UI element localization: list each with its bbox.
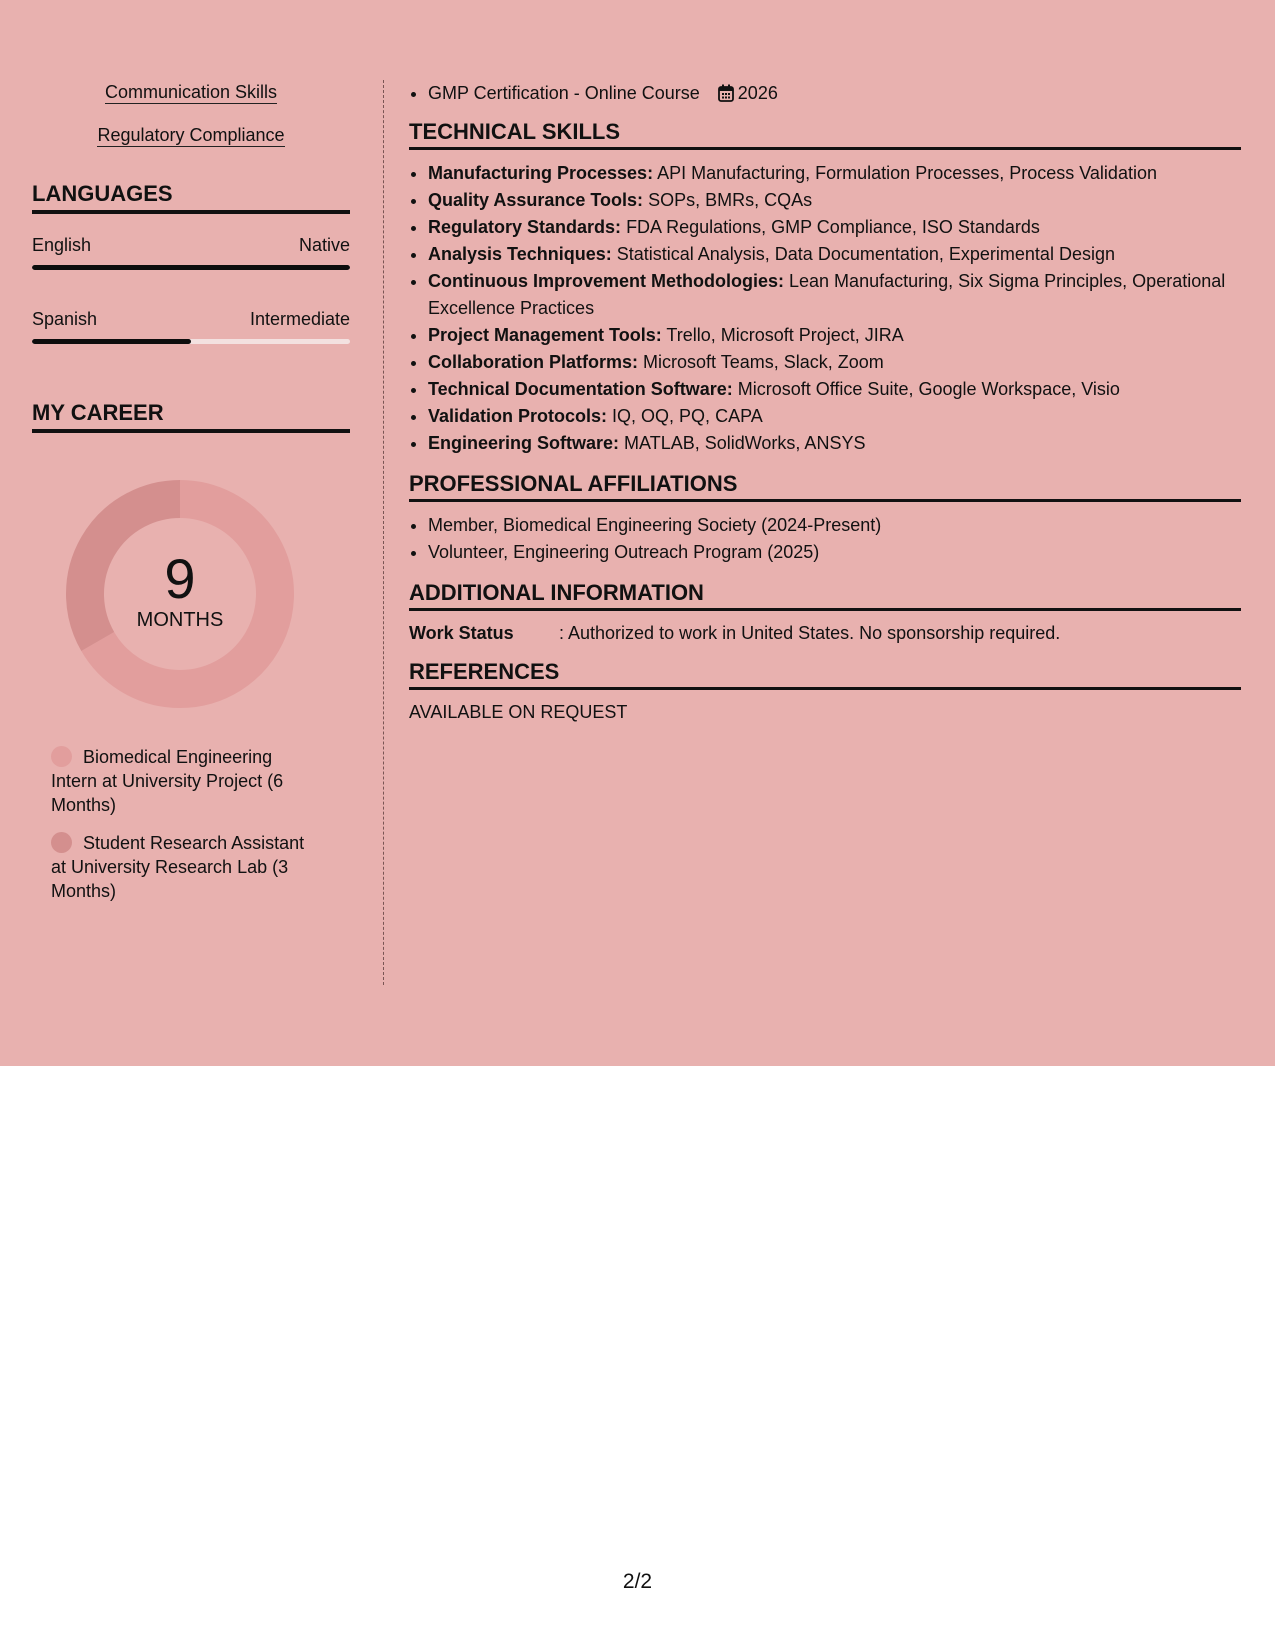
technical-skills-heading: TECHNICAL SKILLS xyxy=(409,119,1241,150)
certification-item xyxy=(428,80,1241,107)
skill-item xyxy=(32,123,350,147)
list-item xyxy=(428,241,1241,268)
skill-label: Regulatory Compliance xyxy=(97,125,285,145)
sidebar xyxy=(32,80,350,917)
career-total-value: 9 xyxy=(164,547,196,610)
additional-info-section xyxy=(409,580,1241,645)
skill-category: Continuous Improvement Methodologies: xyxy=(428,271,784,291)
list-item xyxy=(428,160,1241,187)
skill-item xyxy=(32,80,350,104)
references-section xyxy=(409,659,1241,724)
career-total xyxy=(65,547,295,632)
language-level: Intermediate xyxy=(249,309,350,329)
career-legend-label: Student Research Assistant at University Research Lab (3 Months) xyxy=(51,833,305,901)
skill-values: Microsoft Teams, Slack, Zoom xyxy=(643,352,884,372)
career-heading: MY CAREER xyxy=(32,400,350,433)
skill-label: Communication Skills xyxy=(104,82,278,102)
career-legend-item xyxy=(51,831,321,903)
work-status-row xyxy=(409,621,1241,645)
calendar-icon xyxy=(718,84,734,102)
skill-values: Lean Manufacturing, Six Sigma Principles, Operational Excellence Practices xyxy=(428,271,1226,318)
affiliations-heading: PROFESSIONAL AFFILIATIONS xyxy=(409,471,1241,502)
career-total-unit: MONTHS xyxy=(136,609,224,631)
language-spanish xyxy=(32,308,350,344)
list-item xyxy=(428,322,1241,349)
skill-values: SOPs, BMRs, CQAs xyxy=(648,190,813,210)
skill-category: Validation Protocols: xyxy=(428,406,608,426)
skill-category: Collaboration Platforms: xyxy=(428,352,639,372)
language-proficiency-fill xyxy=(32,265,350,270)
career-legend-label: Biomedical Engineering Intern at University Project (6 Months) xyxy=(51,747,284,815)
list-item xyxy=(428,376,1241,403)
list-item xyxy=(428,268,1241,322)
skill-values: FDA Regulations, GMP Compliance, ISO Standards xyxy=(626,217,1040,237)
skill-category: Project Management Tools: xyxy=(428,325,662,345)
legend-dot xyxy=(51,832,72,853)
skill-values: Statistical Analysis, Data Documentation, Experimental Design xyxy=(616,244,1115,264)
references-heading: REFERENCES xyxy=(409,659,1241,690)
certification-section xyxy=(409,80,1241,107)
skills-list xyxy=(32,80,350,147)
skill-values: API Manufacturing, Formulation Processes, Process Validation xyxy=(657,163,1157,183)
affiliations-section xyxy=(409,471,1241,566)
skill-category: Technical Documentation Software: xyxy=(428,379,733,399)
skill-values: Trello, Microsoft Project, JIRA xyxy=(666,325,904,345)
skill-category: Regulatory Standards: xyxy=(428,217,622,237)
list-item: • Member, Biomedical Engineering Society (2024-Present) xyxy=(428,512,1241,539)
language-name: Spanish xyxy=(32,309,98,329)
skill-values: Microsoft Office Suite, Google Workspace, Visio xyxy=(737,379,1120,399)
language-proficiency-bar xyxy=(32,339,350,344)
technical-skills-section xyxy=(409,119,1241,457)
skill-category: Manufacturing Processes: xyxy=(428,163,654,183)
skill-category: Quality Assurance Tools: xyxy=(428,190,644,210)
page-number: 2/2 xyxy=(622,1570,653,1593)
list-item xyxy=(428,349,1241,376)
references-text: AVAILABLE ON REQUEST xyxy=(409,702,628,722)
list-item: • Volunteer, Engineering Outreach Program (2025) xyxy=(428,539,1241,566)
work-status-value: : Authorized to work in United States. No sponsorship required. xyxy=(559,623,1061,643)
affiliations-list xyxy=(409,512,1241,566)
career-legend-item xyxy=(51,745,321,817)
career-legend xyxy=(51,745,321,903)
language-proficiency-bar xyxy=(32,265,350,270)
language-name: English xyxy=(32,235,92,255)
certification-year: 2026 xyxy=(737,83,778,103)
list-item xyxy=(428,187,1241,214)
legend-dot xyxy=(51,746,72,767)
column-divider xyxy=(383,80,384,985)
list-item xyxy=(428,403,1241,430)
additional-info-heading: ADDITIONAL INFORMATION xyxy=(409,580,1241,611)
main-content xyxy=(409,80,1241,738)
skill-category: Analysis Techniques: xyxy=(428,244,612,264)
language-level: Native xyxy=(298,235,350,255)
language-proficiency-fill xyxy=(32,339,191,344)
languages-heading: LANGUAGES xyxy=(32,181,350,214)
list-item xyxy=(428,214,1241,241)
skill-values: IQ, OQ, PQ, CAPA xyxy=(612,406,763,426)
career-donut-chart xyxy=(65,479,295,709)
list-item xyxy=(428,430,1241,457)
certification-text: GMP Certification - Online Course xyxy=(428,83,700,103)
language-english xyxy=(32,234,350,270)
skill-values: MATLAB, SolidWorks, ANSYS xyxy=(624,433,866,453)
skill-category: Engineering Software: xyxy=(428,433,620,453)
work-status-label: Work Status xyxy=(409,623,514,643)
technical-skills-list xyxy=(409,160,1241,457)
